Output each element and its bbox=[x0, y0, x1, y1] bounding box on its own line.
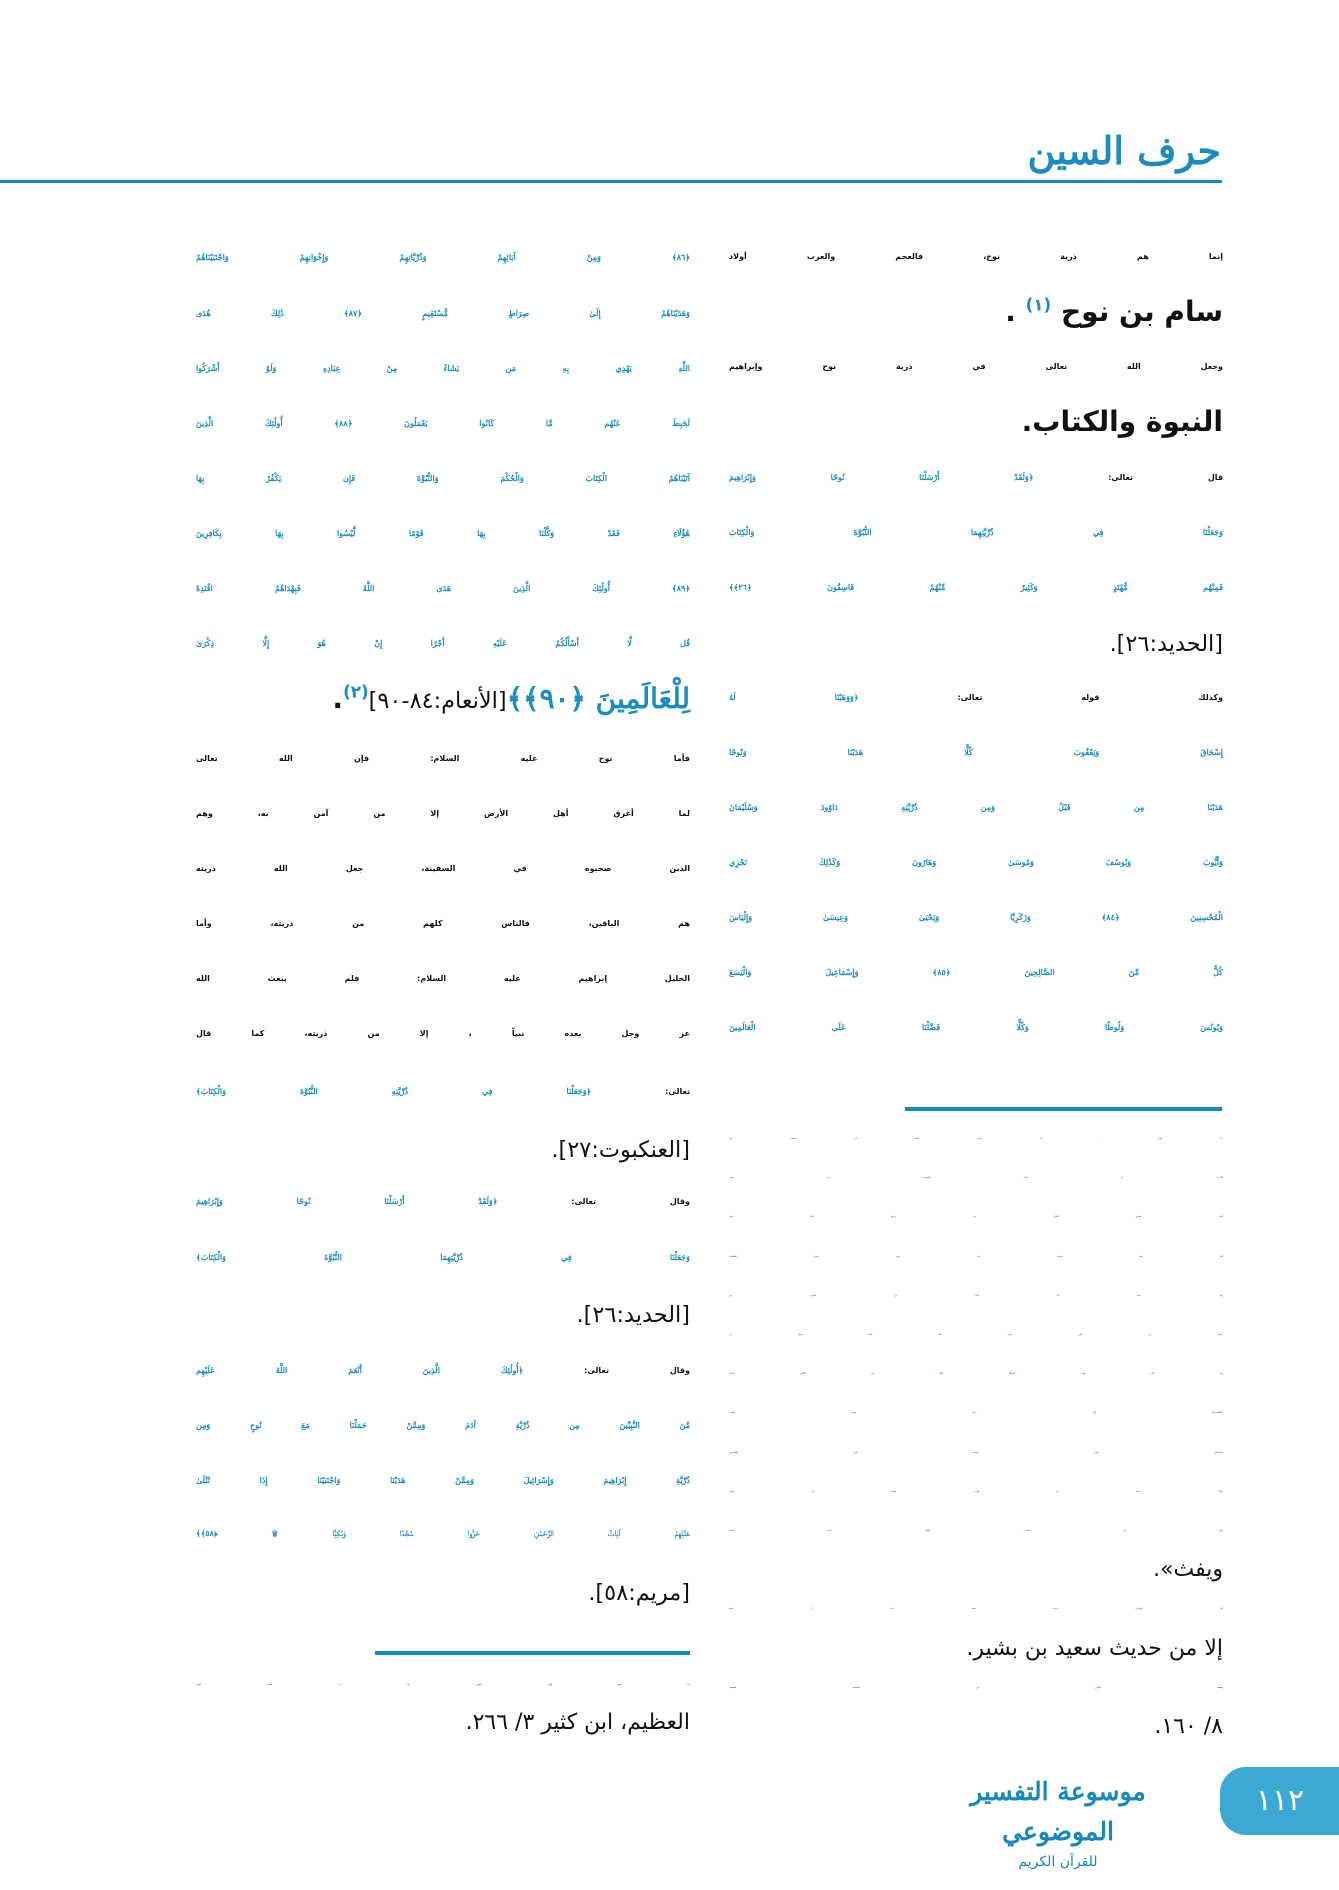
quran-verse: قُل لَّا أَسْأَلُكُمْ عَلَيْهِ أَجْرًا إِنْ هُوَ إِلَّا ذِكْرَىٰ bbox=[196, 638, 690, 648]
body-text: ٨/ ١٦٠. bbox=[1154, 1714, 1223, 1739]
quran-verse: اللَّهِ يَهْدِي بِهِ مَن يَشَاءُ مِنْ عِبَادِهِ وَلَوْ أَشْرَكُوا bbox=[196, 363, 690, 373]
text-line bbox=[196, 789, 690, 839]
quran-verse: وَجَعَلْنَا فِي ذُرِّيَّتِهِمَا النُّبُوَّةَ وَالْكِتَابَ bbox=[729, 527, 1223, 537]
quran-verse: آتَيْنَاهُمُ الْكِتَابَ وَالْحُكْمَ وَالنُّبُوَّةَ فَإِن يَكْفُرْ بِهَا bbox=[196, 473, 690, 483]
text-line bbox=[729, 342, 1223, 392]
text-line bbox=[196, 1345, 690, 1395]
text-line bbox=[729, 892, 1223, 942]
verse-reference: [الحديد:٢٦]. bbox=[1109, 631, 1223, 657]
body-text: إلا من حديث سعيد بن بشير. bbox=[966, 1635, 1223, 1661]
body-text: وحام أبو الحبش» ويقال: يافث ويافت bbox=[729, 1530, 1223, 1532]
text-line bbox=[196, 288, 690, 338]
page-number: ١١٢ bbox=[1220, 1767, 1339, 1835]
body-text: وجعل الله تعالى في ذرية نوح وإبراهيم bbox=[729, 362, 1223, 371]
body-text: رقم ٣٢٣٠، ٥/ ٣٦٥، عن الحسن، عن bbox=[729, 1294, 1224, 1297]
text-line bbox=[729, 782, 1223, 832]
text-line bbox=[196, 453, 690, 503]
footnote-line bbox=[196, 1665, 690, 1705]
footnote-line bbox=[729, 1237, 1223, 1277]
quran-verse: هَدَيْنَا مِن قَبْلُ وَمِن ذُرِّيَّتِهِ دَاوُودَ وَسُلَيْمَانَ bbox=[729, 802, 1223, 812]
quran-verse: ﴿٨٦﴾ وَمِنْ آبَائِهِمْ وَذُرِّيَّاتِهِمْ وَإِخْوَانِهِمْ وَاجْتَبَيْنَاهُمْ bbox=[196, 252, 690, 262]
text-line bbox=[729, 672, 1223, 722]
body-text: وكذلك قوله تعالى: bbox=[858, 693, 1223, 702]
text-line bbox=[196, 618, 690, 668]
body-text: العظيم، ابن كثير ٣/ ٢٦٦. bbox=[465, 1710, 690, 1735]
text-line bbox=[729, 232, 1223, 282]
text-line bbox=[196, 343, 690, 393]
footnote-line bbox=[729, 1472, 1223, 1512]
body-text: وضعفه الألباني في السلسلة الضعيفة، bbox=[729, 1686, 1223, 1689]
body-text: لما أغرق أهل الأرض إلا من آمن به، وهم bbox=[196, 809, 690, 818]
header-rule bbox=[0, 180, 1222, 183]
body-text: بالثاء.يقال: يافت، ويافث بالتاء والثاء«وفي bbox=[729, 1451, 1223, 1454]
quran-verse: ﴿وَلَقَدْ أَرْسَلْنَا نُوحًا وَإِبْرَاهِيمَ bbox=[196, 1196, 498, 1206]
quran-verse: فَمِنْهُم مُّهْتَدٍ وَكَثِيرٌ مِّنْهُمْ فَاسِقُونَ ﴿٢٦﴾﴾ bbox=[729, 582, 1223, 592]
footnote-line bbox=[729, 1197, 1223, 1237]
quran-verse: عَلَيْهِمْ آيَاتُ الرَّحْمَٰنِ خَرُّوا سُجَّدًا وَبُكِيًّا ۩ ﴿٥٨﴾﴾ bbox=[196, 1528, 690, 1538]
body-text: الله عليه وسلم باب ومن سورة الصافات، bbox=[729, 1255, 1223, 1258]
body-text: وقال تعالى: bbox=[497, 1197, 690, 1206]
text-line bbox=[196, 844, 690, 894]
body-text: (١) منها : ما أخرجه أحمد في مسنده رقم bbox=[729, 1138, 1223, 1140]
verse-reference: [الأنعام:٨٤-٩٠] bbox=[368, 688, 507, 714]
text-line bbox=[729, 617, 1223, 667]
body-text: سام بن نوح bbox=[1051, 295, 1223, 328]
text-line bbox=[729, 562, 1223, 612]
footnote-line bbox=[729, 1511, 1223, 1551]
verse-reference: [مريم:٥٨]. bbox=[588, 1580, 690, 1606]
text-line bbox=[729, 837, 1223, 887]
quran-verse: وَيُونُسَ وَلُوطًا وَكُلًّا فَضَّلْنَا عَلَى الْعَالَمِينَ bbox=[729, 1022, 1223, 1032]
footnote-line bbox=[729, 1433, 1223, 1473]
text-line bbox=[729, 1002, 1223, 1052]
left-footnote-rule bbox=[375, 1651, 690, 1655]
text-line bbox=[729, 507, 1223, 557]
encyclopedia-logo bbox=[934, 1772, 1182, 1870]
text-line bbox=[196, 1123, 690, 1173]
text-line bbox=[196, 1288, 690, 1338]
quran-verse: هَٰؤُلَاءِ فَقَدْ وَكَّلْنَا بِهَا قَوْمًا لَّيْسُوا بِهَا بِكَافِرِينَ bbox=[196, 528, 690, 538]
body-text: قول الله تعالى: bbox=[1015, 1373, 1223, 1376]
body-text: ٢٠٠٩٩٣، ٣/ ٢٩٢، والترمذي في سننه، bbox=[729, 1177, 1224, 1180]
quran-verse: الْمُحْسِنِينَ ﴿٨٤﴾ وَزَكَرِيَّا وَيَحْيَىٰ وَعِيسَىٰ وَإِلْيَاسَ bbox=[729, 912, 1223, 922]
body-text: عز وجل بعده نبياً ، إلا من ذريته، كما قال bbox=[196, 1029, 690, 1038]
body-text: . bbox=[332, 682, 344, 715]
text-line bbox=[729, 727, 1223, 777]
verse-reference: [العنكبوت:٢٧]. bbox=[551, 1137, 690, 1163]
text-line bbox=[196, 734, 690, 784]
quran-verse: ﴿وَوَهَبْنَا لَهُ bbox=[729, 692, 859, 702]
text-line bbox=[196, 954, 690, 1004]
text-line bbox=[729, 287, 1223, 337]
body-text: (٢) جامع البيان، الطبري ٢٣/ ٢٠٢، تفسير القرآن bbox=[196, 1684, 690, 1686]
body-text: الخليل إبراهيم عليه السلام: فلم يبعث الله bbox=[196, 974, 690, 983]
text-line bbox=[196, 563, 690, 613]
footnote-marker[interactable]: (١) bbox=[1025, 294, 1052, 315]
quran-verse: كُلٌّ مِّنَ الصَّالِحِينَ ﴿٨٥﴾ وَإِسْمَاعِيلَ وَالْيَسَعَ bbox=[729, 967, 1223, 977]
footnote-line bbox=[196, 1703, 690, 1743]
text-line bbox=[196, 1232, 690, 1282]
footnote-line bbox=[729, 1707, 1223, 1747]
body-text: ويفث». bbox=[1153, 1557, 1223, 1583]
text-line bbox=[196, 1508, 690, 1558]
footnote-line bbox=[729, 1119, 1223, 1159]
text-line bbox=[196, 1400, 690, 1450]
quran-verse: وَجَعَلْنَا فِي ذُرِّيَّتِهِمَا النُّبُوَّةَ وَالْكِتَابَ﴾ bbox=[196, 1252, 690, 1262]
verse-reference: [الحديد:٢٦]. bbox=[576, 1302, 690, 1328]
footnote-line bbox=[729, 1550, 1223, 1590]
footnote-line bbox=[729, 1315, 1223, 1355]
logo-subtitle: للقرآن الكريم bbox=[1018, 1854, 1098, 1870]
text-line bbox=[196, 899, 690, 949]
body-text: النبوة والكتاب. bbox=[1021, 405, 1223, 438]
text-line bbox=[196, 508, 690, 558]
footnote-line bbox=[729, 1276, 1223, 1316]
text-line bbox=[196, 1455, 690, 1505]
body-text: تعالى: bbox=[591, 1087, 690, 1096]
footnote-line bbox=[729, 1589, 1223, 1629]
quran-verse: لِلْعَالَمِينَ ﴿٩٠﴾﴾ bbox=[506, 682, 690, 715]
body-text: قال تعالى: bbox=[1033, 473, 1223, 482]
body-text: فأما نوح عليه السلام: فإن الله تعالى bbox=[196, 754, 690, 763]
quran-verse: وَهَدَيْنَاهُمْ إِلَىٰ صِرَاطٍ مُّسْتَقِيمٍ ﴿٨٧﴾ ذَٰلِكَ هُدَى bbox=[196, 308, 690, 318]
body-text: [الصافات:٧٧] قال: «حام، وسام، ويافث» bbox=[729, 1412, 1223, 1415]
quran-verse: ﴿وَلَقَدْ أَرْسَلْنَا نُوحًا وَإِبْرَاهِيمَ bbox=[729, 472, 1034, 482]
text-line bbox=[196, 398, 690, 448]
quran-verse: مِّنَ النَّبِيِّينَ مِن ذُرِّيَّةِ آدَمَ وَمِمَّنْ حَمَلْنَا مَعَ نُوحٍ وَمِن bbox=[196, 1420, 690, 1430]
body-text: رواية: «سام أبو العرب، ويافث أبو الروم، bbox=[729, 1490, 1223, 1493]
footnote-line bbox=[729, 1668, 1223, 1708]
quran-verse: إِسْحَاقَ وَيَعْقُوبَ كُلًّا هَدَيْنَا وَنُوحًا bbox=[729, 747, 1223, 757]
text-line bbox=[196, 1009, 690, 1059]
text-line bbox=[196, 1176, 690, 1226]
footnote-line bbox=[729, 1158, 1223, 1198]
quran-verse: ﴿أُولَٰئِكَ الَّذِينَ أَنْعَمَ اللَّهُ عَلَيْهِم bbox=[196, 1365, 524, 1375]
footnote-line bbox=[729, 1393, 1223, 1433]
quran-verse: ﴿٨٩﴾ أُولَٰئِكَ الَّذِينَ هَدَى اللَّهُ فَبِهُدَاهُمُ اقْتَدِهْ bbox=[196, 583, 690, 593]
text-line bbox=[196, 232, 690, 282]
footnote-line bbox=[729, 1354, 1223, 1394]
body-text: أبواب تفسير القرآن عن رسول الله صلى bbox=[729, 1216, 1223, 1219]
right-footnote-rule bbox=[905, 1107, 1222, 1111]
footnote-marker[interactable]: (٢) bbox=[343, 681, 369, 702]
quran-verse: ﴿وَجَعَلْنَا ذُرِّيَّتَهُ هُمُ الْبَاقِينَ ﴿٧٧﴾﴾ bbox=[729, 1373, 1016, 1376]
footnote-line bbox=[729, 1629, 1223, 1669]
body-text: . bbox=[1005, 295, 1026, 328]
body-text: قال الترمذي: حديث حسن غريب لا نعرفه bbox=[729, 1608, 1223, 1611]
text-line bbox=[729, 947, 1223, 997]
text-line bbox=[729, 397, 1223, 447]
quran-verse: ﴿وَجَعَلْنَا فِي ذُرِّيَّتِهِ النُّبُوَّةَ وَالْكِتَابَ﴾ bbox=[196, 1086, 592, 1096]
quran-verse: وَأَيُّوبَ وَيُوسُفَ وَمُوسَىٰ وَهَارُونَ وَكَذَٰلِكَ نَجْزِي bbox=[729, 857, 1223, 867]
body-text: الذين صحبوه في السفينة، جعل الله ذريته bbox=[196, 864, 690, 873]
page-header-title: حرف السين bbox=[1027, 128, 1221, 173]
body-text: هم الباقين، فالناس كلهم من ذريته، وأما bbox=[196, 919, 690, 928]
body-text: وقال تعالى: bbox=[523, 1366, 691, 1375]
text-line bbox=[196, 1566, 690, 1616]
body-text: سمرة، عن النبي صلى الله عليه وسلم في bbox=[729, 1334, 1223, 1336]
text-line bbox=[196, 674, 690, 724]
quran-verse: لَحَبِطَ عَنْهُم مَّا كَانُوا يَعْمَلُونَ ﴿٨٨﴾ أُولَٰئِكَ الَّذِينَ bbox=[196, 418, 690, 428]
text-line bbox=[729, 452, 1223, 502]
body-text: إنما هم ذرية نوح، فالعجم والعرب أولاد bbox=[729, 252, 1223, 261]
quran-verse: ذُرِّيَّةِ إِبْرَاهِيمَ وَإِسْرَائِيلَ وَمِمَّنْ هَدَيْنَا وَاجْتَبَيْنَا إِذَا تُتْلَىٰ bbox=[196, 1475, 690, 1485]
text-line bbox=[196, 1066, 690, 1116]
logo-title: موسوعة التفسير الموضوعي bbox=[970, 1777, 1146, 1846]
